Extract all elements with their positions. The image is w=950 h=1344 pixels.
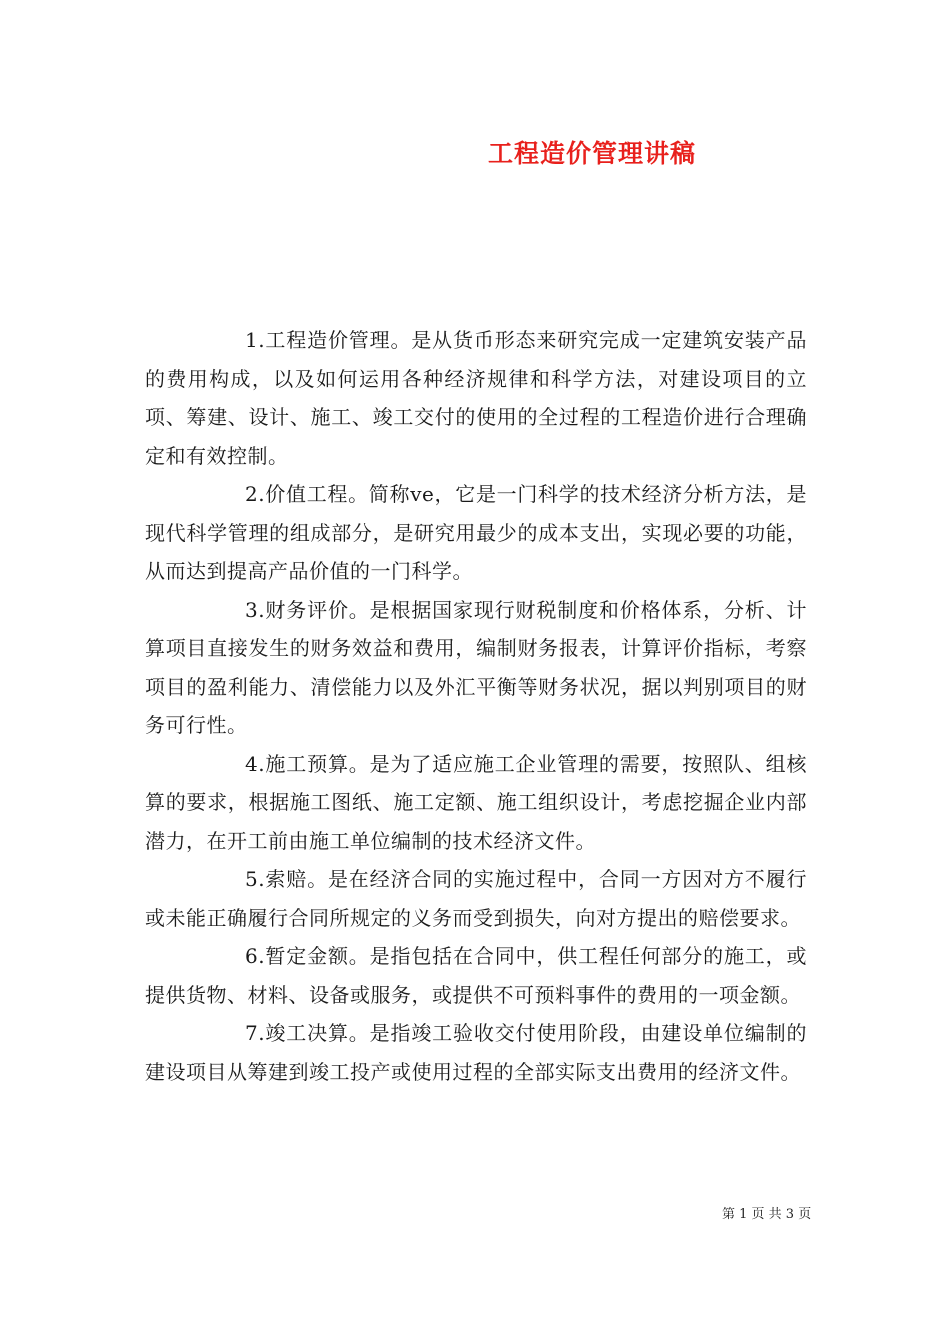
paragraph-5: 5.索赔。是在经济合同的实施过程中，合同一方因对方不履行或未能正确履行合同所规定的义务而受到损失，向对方提出的赔偿要求。: [145, 867, 807, 930]
paragraph-1: 1.工程造价管理。是从货币形态来研究完成一定建筑安装产品的费用构成，以及如何运用各种经济规律和科学方法，对建设项目的立项、筹建、设计、施工、竣工交付的使用的全过程的工程造价进行合理确定和有效控制。: [145, 328, 807, 468]
paragraph-2: 2.价值工程。简称ve，它是一门科学的技术经济分析方法，是现代科学管理的组成部分，是研究用最少的成本支出，实现必要的功能，从而达到提高产品价值的一门科学。: [145, 482, 807, 583]
paragraph-6: 6.暂定金额。是指包括在合同中，供工程任何部分的施工，或提供货物、材料、设备或服务，或提供不可预料事件的费用的一项金额。: [145, 944, 807, 1007]
document-body: [145, 321, 807, 1091]
paragraph-3: 3.财务评价。是根据国家现行财税制度和价格体系，分析、计算项目直接发生的财务效益和费用，编制财务报表，计算评价指标，考察项目的盈利能力、清偿能力以及外汇平衡等财务状况，据以判别项目的财务可行性。: [145, 597, 807, 737]
page-number-footer: 第 1 页 共 3 页: [722, 1207, 812, 1222]
document-title: 工程造价管理讲稿: [488, 139, 697, 168]
paragraph-4: 4.施工预算。是为了适应施工企业管理的需要，按照队、组核算的要求，根据施工图纸、施工定额、施工组织设计，考虑挖掘企业内部潜力，在开工前由施工单位编制的技术经济文件。: [145, 751, 807, 853]
paragraph-7: 7.竣工决算。是指竣工验收交付使用阶段，由建设单位编制的建设项目从筹建到竣工投产或使用过程的全部实际支出费用的经济文件。: [145, 1021, 807, 1084]
